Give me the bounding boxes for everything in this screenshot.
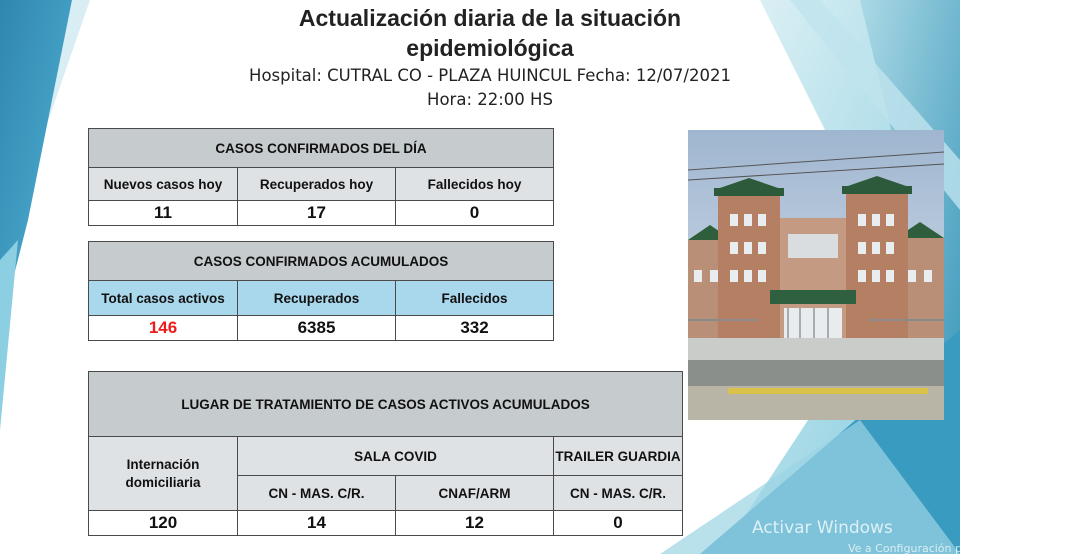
- page-title: Actualización diaria de la situación: [298, 5, 682, 31]
- recovered-value: 6385: [238, 316, 396, 341]
- covid-ward-cn-value: 14: [238, 511, 396, 536]
- activation-watermark: Activar Windows: [752, 518, 893, 538]
- recovered-header: Recuperados: [238, 281, 396, 316]
- trailer-cn-value: 0: [554, 511, 683, 536]
- deaths-value: 332: [396, 316, 554, 341]
- deaths-today-header: Fallecidos hoy: [396, 168, 554, 201]
- new-cases-header: Nuevos casos hoy: [89, 168, 238, 201]
- home-care-value: 120: [89, 511, 238, 536]
- daily-cases-title: CASOS CONFIRMADOS DEL DÍA: [89, 129, 554, 168]
- activation-watermark-subtext: Ve a Configuración para activar Windows.: [848, 542, 1078, 555]
- daily-cases-table: [88, 128, 554, 226]
- active-cases-value: 146: [89, 316, 238, 341]
- trailer-cn-header: CN - MAS. C/R.: [554, 476, 683, 511]
- time-line: Hora: 22:00 HS: [427, 90, 553, 109]
- active-cases-header: Total casos activos: [89, 281, 238, 316]
- recovered-today-value: 17: [238, 201, 396, 226]
- covid-ward-cnaf-header: CNAF/ARM: [396, 476, 554, 511]
- hospital-photo: [688, 130, 944, 420]
- covid-ward-cnaf-value: 12: [396, 511, 554, 536]
- cumulative-cases-title: CASOS CONFIRMADOS ACUMULADOS: [89, 242, 554, 281]
- deaths-today-value: 0: [396, 201, 554, 226]
- hospital-date-line: Hospital: CUTRAL CO - PLAZA HUINCUL Fecha: 12/07/2021: [249, 66, 731, 85]
- cumulative-cases-table: [88, 241, 554, 341]
- page-title-continued: epidemiológica: [406, 35, 574, 61]
- trailer-header: TRAILER GUARDIA: [554, 437, 683, 476]
- hospital-building-image: [688, 130, 944, 420]
- covid-ward-cn-header: CN - MAS. C/R.: [238, 476, 396, 511]
- recovered-today-header: Recuperados hoy: [238, 168, 396, 201]
- new-cases-value: 11: [89, 201, 238, 226]
- home-care-header: Internación domiciliaria: [89, 437, 238, 511]
- treatment-location-table: [88, 371, 683, 536]
- covid-ward-header: SALA COVID: [238, 437, 554, 476]
- treatment-title: LUGAR DE TRATAMIENTO DE CASOS ACTIVOS ACUMULADOS: [89, 372, 683, 437]
- deaths-header: Fallecidos: [396, 281, 554, 316]
